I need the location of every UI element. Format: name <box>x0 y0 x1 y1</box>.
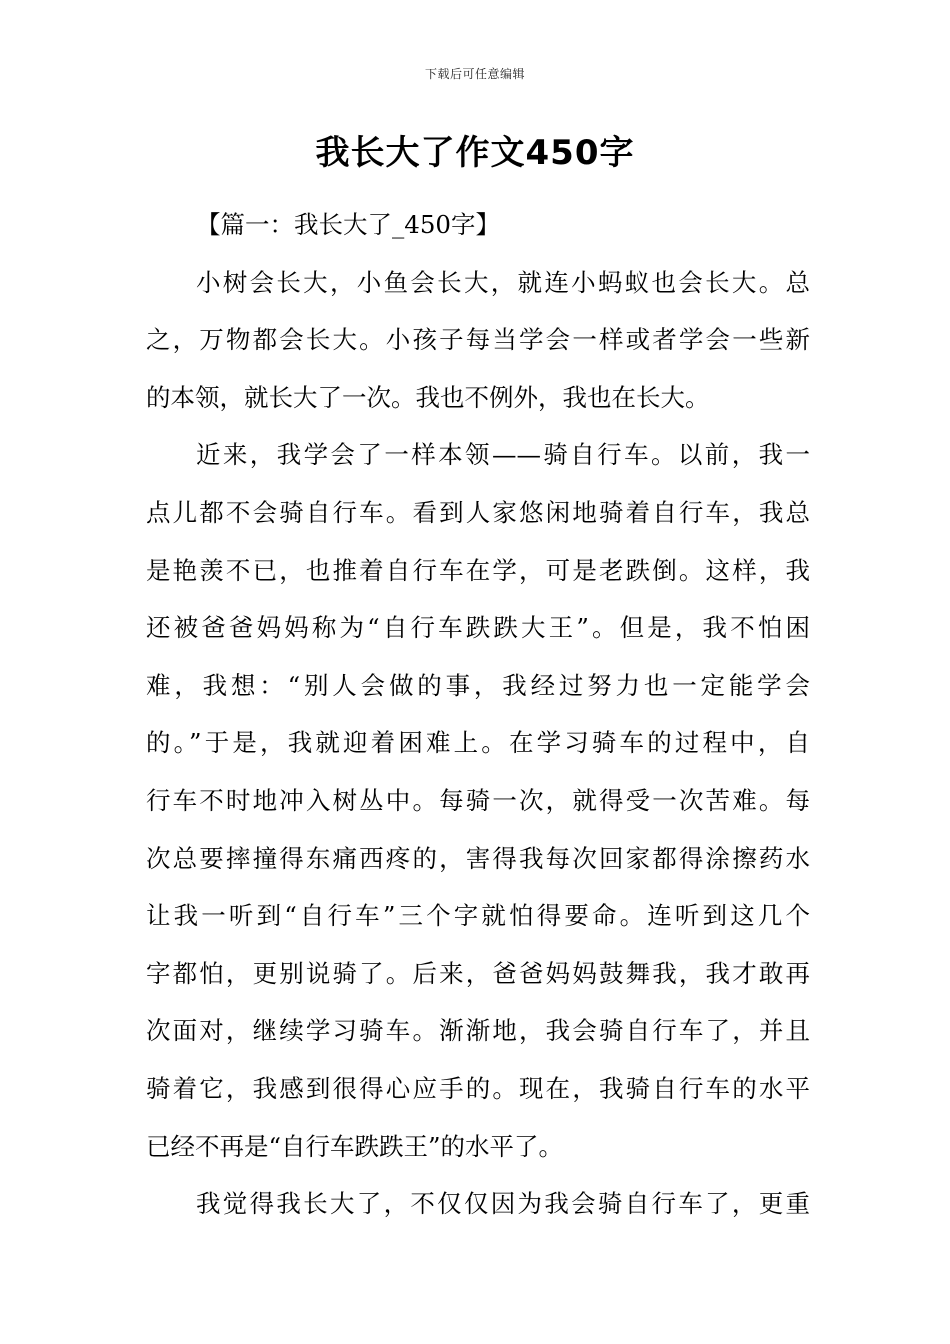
paragraph-line: 的本领，就长大了一次。我也不例外，我也在长大。 <box>146 382 710 412</box>
header-note: 下载后可任意编辑 <box>424 67 525 81</box>
paragraph-line: 还被爸爸妈妈称为“自行车跌跌大王”。但是，我不怕困 <box>146 613 810 643</box>
paragraph-line: 次总要摔撞得东痛西疼的，害得我每次回家都得涂擦药水 <box>146 843 810 873</box>
paragraph-line: 已经不再是“自行车跌跌王”的水平了。 <box>146 1131 564 1161</box>
paragraph-line: 骑着它，我感到很得心应手的。现在，我骑自行车的水平 <box>146 1073 810 1103</box>
document-body <box>146 196 810 1233</box>
section-heading: 【篇一：我长大了_450字】 <box>196 210 501 239</box>
paragraph-line: 次面对，继续学习骑车。渐渐地，我会骑自行车了，并且 <box>146 1016 810 1046</box>
paragraph-line: 是艳羡不已，也推着自行车在学，可是老跌倒。这样，我 <box>146 555 810 585</box>
paragraph-line: 让我一听到“自行车”三个字就怕得要命。连听到这几个 <box>146 901 810 931</box>
paragraph-line: 近来，我学会了一样本领——骑自行车。以前，我一 <box>196 440 810 470</box>
paragraph-line: 难，我想：“别人会做的事，我经过努力也一定能学会 <box>146 670 810 700</box>
document-title: 我长大了作文450字 <box>315 133 635 173</box>
paragraph-line: 的。”于是，我就迎着困难上。在学习骑车的过程中，自 <box>146 728 810 758</box>
paragraph-line: 小树会长大，小鱼会长大，就连小蚂蚁也会长大。总 <box>196 267 810 297</box>
paragraph-line: 我觉得我长大了，不仅仅因为我会骑自行车了，更重 <box>196 1189 810 1219</box>
paragraph-line: 字都怕，更别说骑了。后来，爸爸妈妈鼓舞我，我才敢再 <box>146 958 810 988</box>
paragraph-line: 点儿都不会骑自行车。看到人家悠闲地骑着自行车，我总 <box>146 497 810 527</box>
paragraph-line: 之，万物都会长大。小孩子每当学会一样或者学会一些新 <box>146 325 810 355</box>
paragraph-line: 行车不时地冲入树丛中。每骑一次，就得受一次苦难。每 <box>146 785 810 815</box>
